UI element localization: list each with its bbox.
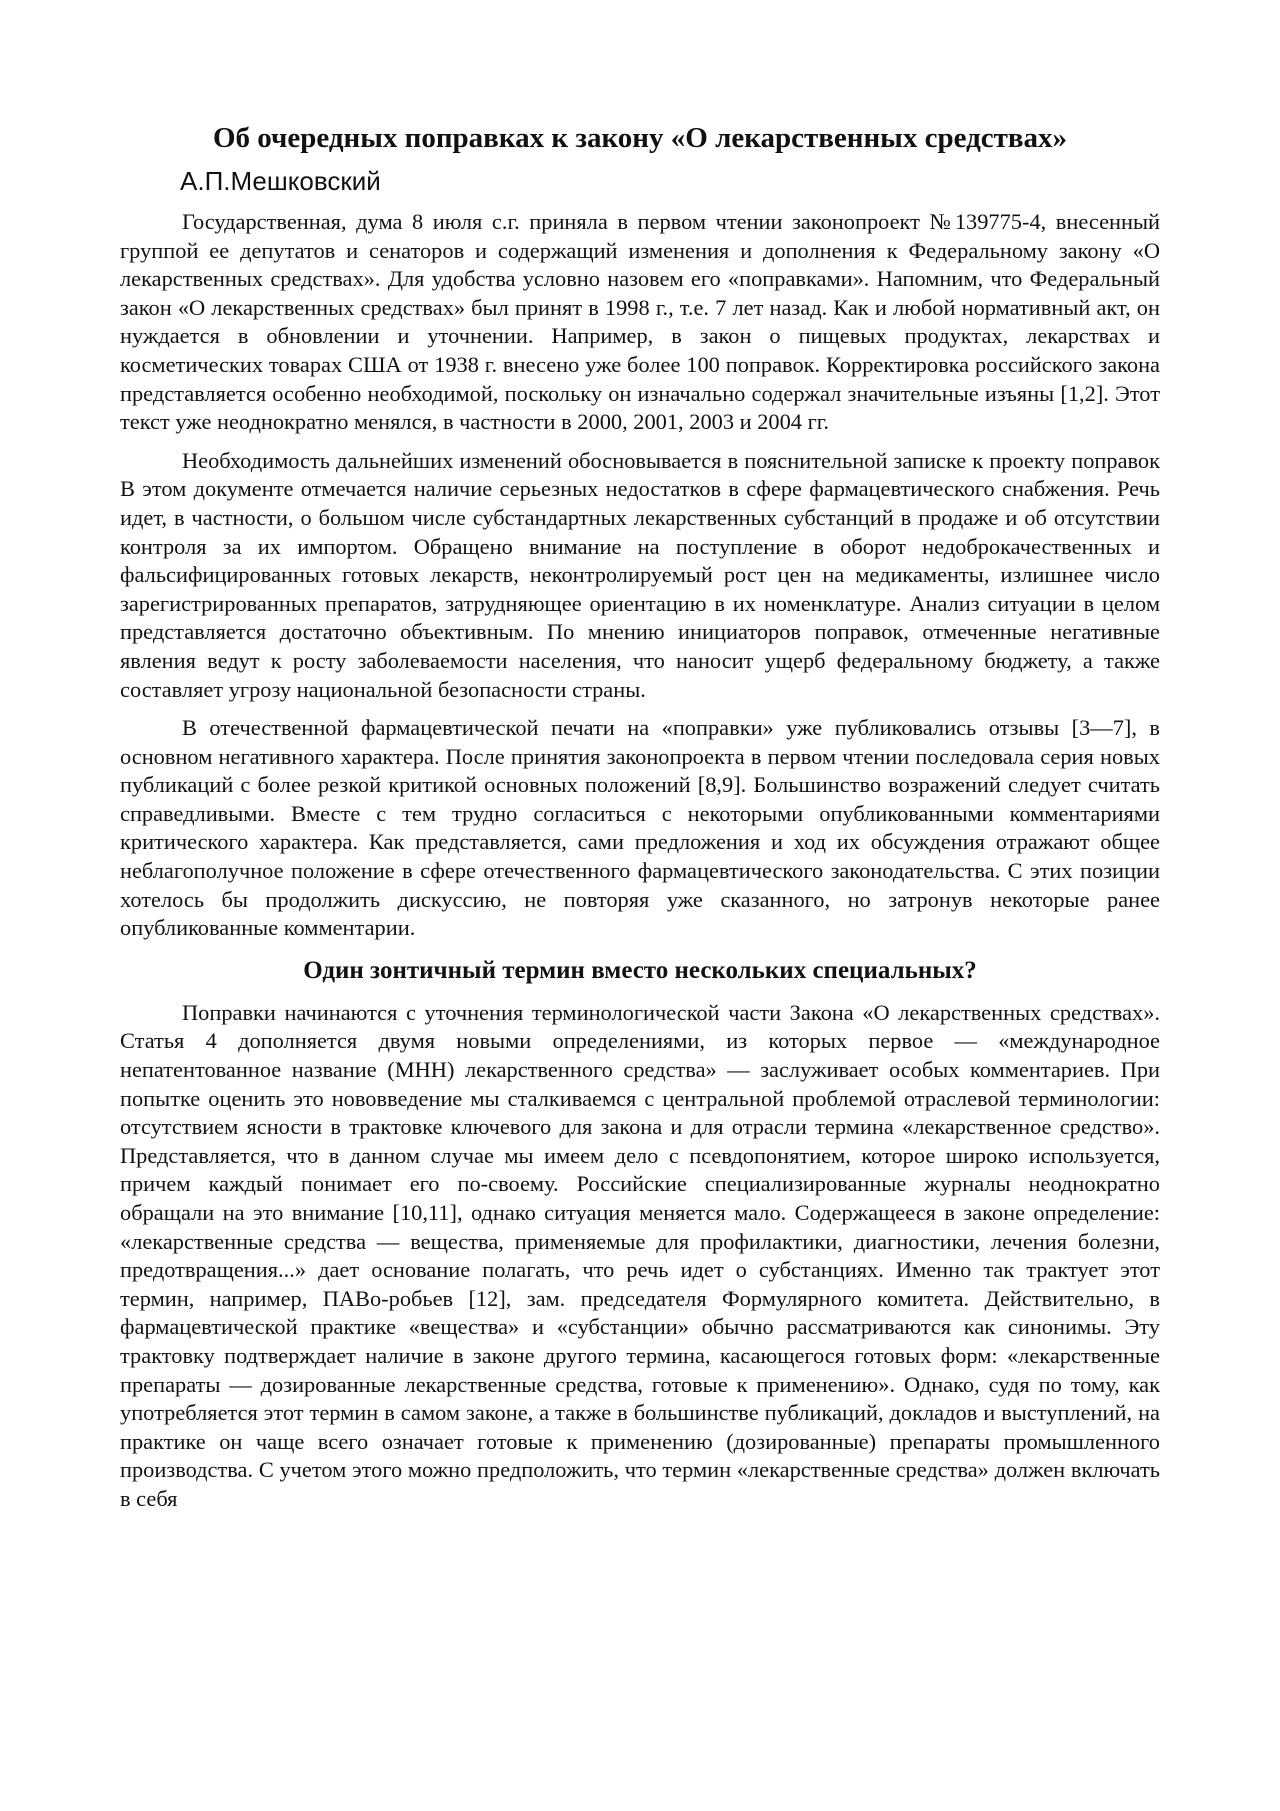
section-heading: Один зонтичный термин вместо нескольких специальных? bbox=[303, 956, 977, 984]
article-author: А.П.Мешковский bbox=[180, 166, 381, 196]
paragraph: Необходимость дальнейших изменений обосновывается в пояснительной записке к проекту поправок В этом документе отмечается наличие серьезных недостатков в сфере фармацевтического снабжения. Речь идет, в частности, о большом числе субстандартных лекарственных субстанций в продаже и об отсутствии контроля за их импортом. Обращено внимание на поступление в оборот недоброкачественных и фальсифицированных готовых лекарств, неконтролируемый рост цен на медикаменты, излишнее число зарегистрированных препаратов, затрудняющее ориентацию в их номенклатуре. Анализ ситуации в целом представляется достаточно объективным. По мнению инициаторов поправок, отмеченные негативные явления ведут к росту заболеваемости населения, что наносит ущерб федеральному бюджету, а также составляет угрозу национальной безопасности страны. bbox=[120, 447, 1160, 702]
paragraph: Государственная, дума 8 июля с.г. приняла в первом чтении законопроект №139775-4, внесенный группой ее депутатов и сенаторов и содержащий изменения и дополнения к Федеральному закону «О лекарственных средствах». Для удобства условно назовем его «поправками». Напомним, что Федеральный закон «О лекарственных средствах» был принят в 1998 г., т.е. 7 лет назад. Как и любой нормативный акт, он нуждается в обновлении и уточнении. Например, в закон о пищевых продуктах, лекарствах и косметических товарах США от 1938 г. внесено уже более 100 поправок. Корректировка российского закона представляется особенно необходимой, поскольку он изначально содержал значительные изъяны [1,2]. Этот текст уже неоднократно менялся, в частности в 2000, 2001, 2003 и 2004 гг. bbox=[120, 209, 1160, 435]
document-page bbox=[120, 118, 1160, 1524]
paragraph: В отечественной фармацевтической печати на «поправки» уже публиковались отзывы [3—7], в основном негативного характера. После принятия законопроекта в первом чтении последовала серия новых публикаций с более резкой критикой основных положений [8,9]. Большинство возражений следует считать справедливыми. Вместе с тем трудно согласиться с некоторыми опубликованными комментариями критического характера. Как представляется, сами предложения и ход их обсуждения отражают общее неблагополучное положение в сфере отечественного фармацевтического законодательства. С этих позиции хотелось бы продолжить дискуссию, не повторяя уже сказанного, но затронув некоторые ранее опубликованные комментарии. bbox=[120, 715, 1160, 941]
paragraph: Поправки начинаются с уточнения терминологической части Закона «О лекарственных средствах». Статья 4 дополняется двумя новыми определениями, из которых первое — «международное непатентованное название (МНН) лекарственного средства» — заслуживает особых комментариев. При попытке оценить это нововведение мы сталкиваемся с центральной проблемой отраслевой терминологии: отсутствием ясности в трактовке ключевого для закона и для отрасли термина «лекарственное средство». Представляется, что в данном случае мы имеем дело с псевдопонятием, которое широко используется, причем каждый понимает его по-своему. Российские специализированные журналы неоднократно обращали на это внимание [10,11], однако ситуация меняется мало. Содержащееся в законе определение: «лекарственные средства — вещества, применяемые для профилактики, диагностики, лечения болезни, предотвращения...» дает основание полагать, что речь идет о субстанциях. Именно так трактует этот термин, например, ПАВо-робьев [12], зам. председателя Формулярного комитета. Действительно, в фармацевтической практике «вещества» и «субстанции» обычно рассматриваются как синонимы. Эту трактовку подтверждает наличие в законе другого термина, касающегося готовых форм: «лекарственные препараты — дозированные лекарственные средства, готовые к применению». Однако, судя по тому, как употребляется этот термин в самом законе, а также в большинстве публикаций, докладов и выступлений, на практике он чаще всего означает готовые к применению (дозированные) препараты промышленного производства. С учетом этого можно предположить, что термин «лекарственные средства» должен включать в себя bbox=[120, 999, 1160, 1511]
article-title: Об очередных поправках к закону «О лекарственных средствах» bbox=[212, 122, 1068, 154]
